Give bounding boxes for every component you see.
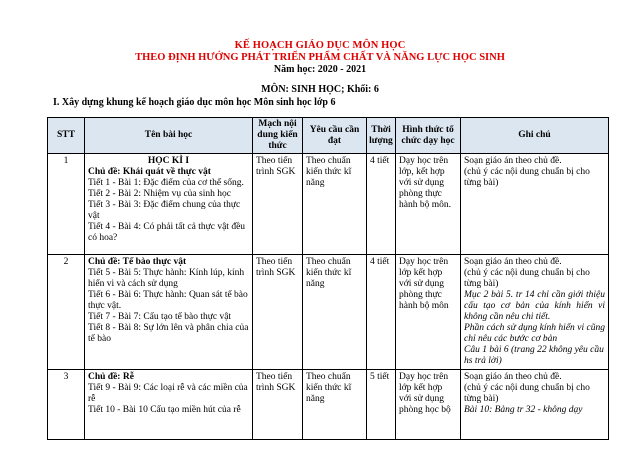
method-cell: Dạy học trên lớp, kết hợp với sử dụng phòng thực hành bộ môn. — [396, 154, 461, 255]
duration-cell: 5 tiết — [367, 370, 396, 440]
header-cell: Hình thức tổ chức dạy học — [396, 118, 461, 154]
lesson-item: Tiết 1 - Bài 1: Đặc điểm của cơ thể sống. — [88, 178, 244, 188]
method-cell: Dạy học trên lớp kết hợp với sử dụng phòng thực hành bộ môn — [396, 255, 461, 370]
lesson-item: Tiết 4 - Bài 4: Có phải tất cả thực vật đều có hoa? — [88, 222, 246, 243]
table-row — [48, 154, 609, 255]
duration-cell: 4 tiết — [367, 255, 396, 370]
note-italic: Câu 1 bài 6 (trang 22 không yêu cầu hs trả lời) — [464, 345, 604, 366]
plan-subtitle: THEO ĐỊNH HƯỚNG PHÁT TRIỂN PHẨM CHẤT VÀ NĂNG LỰC HỌC SINH — [135, 52, 505, 63]
table-header-row — [48, 118, 609, 154]
topic-label: Chủ đề: Tế bào thực vật — [88, 257, 187, 267]
lesson-item: Tiết 9 - Bài 9: Các loại rễ và các miền của rễ — [88, 383, 248, 404]
header-cell: Ghi chú — [461, 118, 609, 154]
note-italic: Bài 10: Bảng tr 32 - không dạy — [464, 405, 583, 415]
lesson-item: Tiết 5 - Bài 5: Thực hành: Kính lúp, kính hiển vi và cách sử dụng — [88, 268, 245, 289]
school-year: Năm học: 2020 - 2021 — [273, 64, 367, 75]
section-heading: I. Xây dựng khung kế hoạch giáo dục môn học Môn sinh học lớp 6 — [53, 97, 336, 108]
note-line: (chủ ý các nội dung chuẩn bị cho từng bài) — [464, 167, 590, 188]
header-cell: STT — [48, 118, 85, 154]
plan-title: KẾ HOẠCH GIÁO DỤC MÔN HỌC — [234, 40, 406, 51]
note-line: Soạn giáo án theo chủ đề. — [464, 257, 562, 267]
stt-cell: 2 — [48, 255, 85, 370]
subject-line: MÔN: SINH HỌC; Khối: 6 — [261, 84, 379, 95]
notes-cell — [461, 370, 609, 440]
header-cell: Yêu cầu cần đạt — [303, 118, 367, 154]
note-line: (chủ ý các nội dung chuẩn bị cho từng bài) — [464, 268, 590, 289]
notes-cell — [461, 255, 609, 370]
note-italic: Mục 2 bài 5. tr 14 chỉ cần giới thiệu cấu tạo cơ bản của kính hiển vi không cần nêu chi tiết. — [464, 290, 605, 322]
requirement-cell: Theo chuẩn kiến thức kĩ năng — [303, 255, 367, 370]
lesson-item: Tiết 6 - Bài 6: Thực hành: Quan sát tế bào thực vật. — [88, 290, 248, 311]
requirement-cell: Theo chuẩn kiến thức kĩ năng — [303, 370, 367, 440]
topic-label: Chủ đề: Khái quát về thực vật — [88, 167, 211, 177]
note-line: Soạn giáo án theo chủ đề. — [464, 372, 562, 382]
lesson-item: Tiết 7 - Bài 7: Cấu tạo tế bào thực vật — [88, 312, 232, 322]
method-cell: Dạy học trên lớp kết hợp với sử dụng phòng học bộ — [396, 370, 461, 440]
note-italic: Phần cách sử dụng kính hiển vi cũng chỉ nêu các bước cơ bản — [464, 323, 605, 344]
lesson-item: Tiết 2 - Bài 2: Nhiệm vụ của sinh học — [88, 189, 231, 199]
note-line: (chủ ý các nội dung chuẩn bị cho từng bài) — [464, 383, 590, 404]
duration-cell: 4 tiết — [367, 154, 396, 255]
semester-label: HỌC KÌ I — [147, 156, 190, 166]
content-cell: Theo tiến trình SGK — [253, 154, 303, 255]
stt-cell: 1 — [48, 154, 85, 255]
header-cell: Mạch nội dung kiến thức — [253, 118, 303, 154]
header-cell: Thời lượng — [367, 118, 396, 154]
content-cell: Theo tiến trình SGK — [253, 370, 303, 440]
requirement-cell: Theo chuẩn kiến thức kĩ năng — [303, 154, 367, 255]
curriculum-table — [47, 117, 609, 440]
lesson-item: Tiết 8 - Bài 8: Sự lớn lên và phân chia của tế bào — [88, 323, 249, 344]
table-row — [48, 255, 609, 370]
stt-cell: 3 — [48, 370, 85, 440]
header-cell: Tên bài học — [85, 118, 253, 154]
lesson-cell — [85, 370, 253, 440]
table-row — [48, 370, 609, 440]
topic-label: Chủ đề: Rễ — [88, 372, 134, 382]
notes-cell — [461, 154, 609, 255]
content-cell: Theo tiến trình SGK — [253, 255, 303, 370]
lesson-cell — [85, 154, 253, 255]
lesson-cell — [85, 255, 253, 370]
lesson-item: Tiết 10 - Bài 10 Cấu tạo miền hút của rễ — [88, 405, 241, 415]
lesson-item: Tiết 3 - Bài 3: Đặc điểm chung của thực vật — [88, 200, 241, 221]
note-line: Soạn giáo án theo chủ đề. — [464, 156, 562, 166]
